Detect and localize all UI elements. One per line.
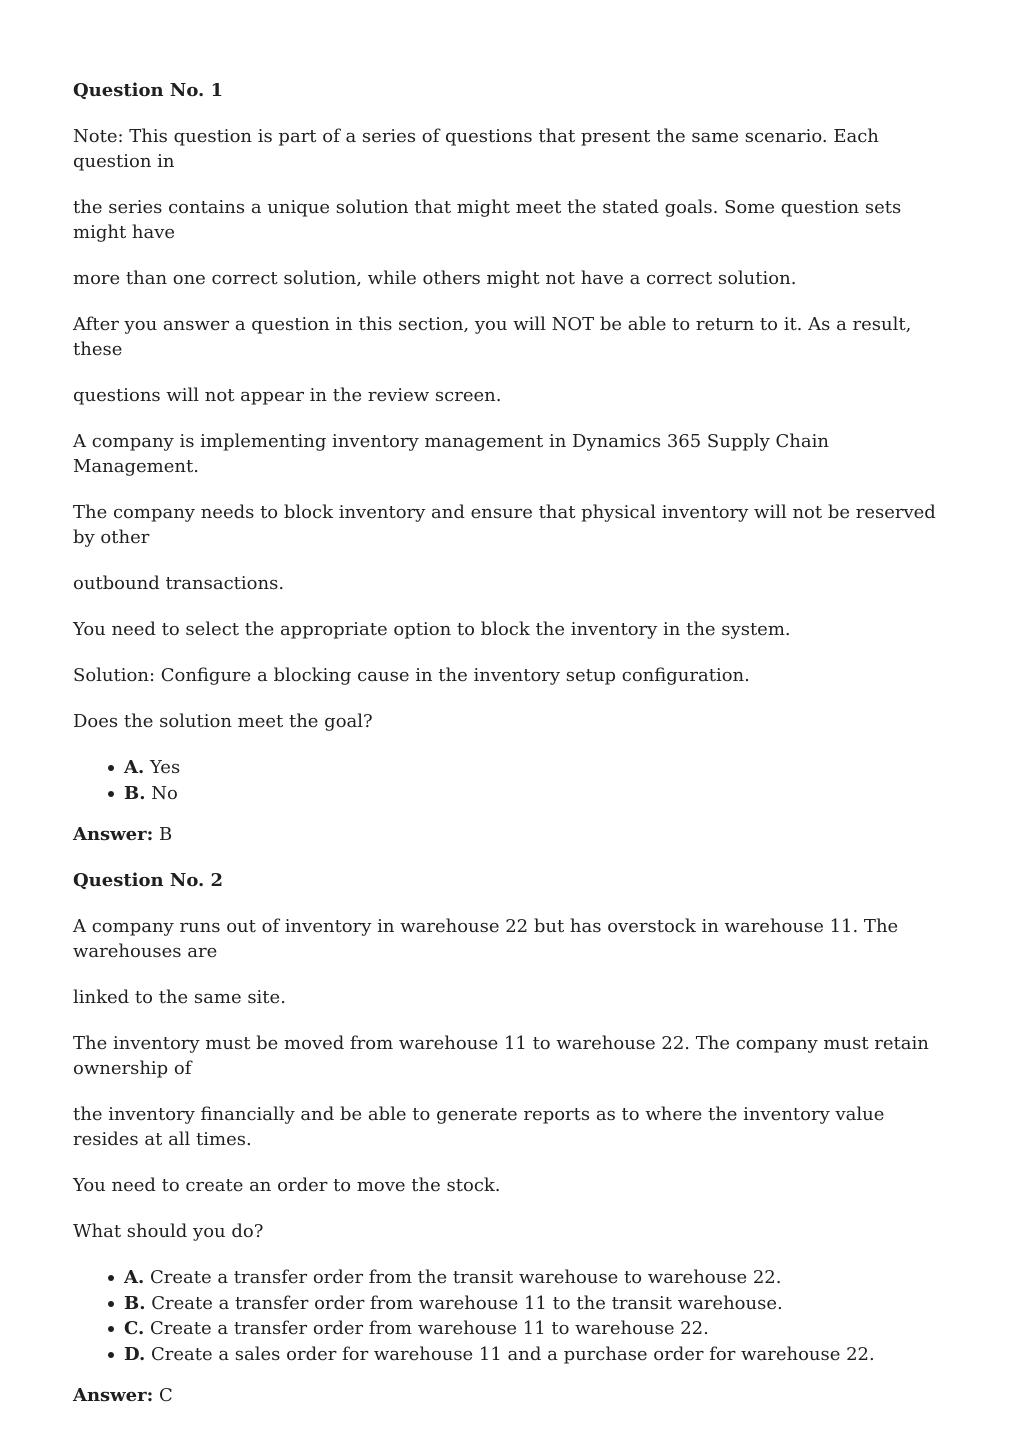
question-2 xyxy=(73,868,938,1408)
question-paragraph: outbound transactions. xyxy=(73,573,285,594)
answer-label: Answer: xyxy=(73,1385,154,1406)
option-letter: D. xyxy=(124,1343,146,1365)
question-paragraph: questions will not appear in the review screen. xyxy=(73,385,502,406)
option-text: Create a transfer order from the transit warehouse to warehouse 22. xyxy=(149,1267,782,1288)
question-paragraph: the inventory financially and be able to generate reports as to where the inventory value resides at all times. xyxy=(73,1104,885,1150)
options-list xyxy=(73,1265,938,1367)
question-paragraph: You need to select the appropriate option to block the inventory in the system. xyxy=(73,619,791,640)
question-1 xyxy=(73,78,938,847)
answer-label: Answer: xyxy=(73,824,154,845)
option-letter: B. xyxy=(124,782,146,804)
option-letter: C. xyxy=(124,1318,145,1339)
option-text: Yes xyxy=(149,757,181,778)
option-item xyxy=(124,755,938,781)
answer-value: B xyxy=(159,824,173,845)
question-paragraph: A company is implementing inventory management in Dynamics 365 Supply Chain Management. xyxy=(73,431,829,477)
question-paragraph: linked to the same site. xyxy=(73,987,286,1008)
answer-line xyxy=(73,822,938,847)
question-paragraph: The inventory must be moved from warehouse 11 to warehouse 22. The company must retain ownership of xyxy=(73,1033,929,1079)
question-paragraph: Note: This question is part of a series of questions that present the same scenario. Each question in xyxy=(73,126,879,172)
option-item xyxy=(124,1291,938,1317)
question-paragraph: Solution: Configure a blocking cause in the inventory setup configuration. xyxy=(73,665,750,686)
answer-value: C xyxy=(159,1385,173,1406)
option-text: Create a sales order for warehouse 11 and a purchase order for warehouse 22. xyxy=(150,1343,875,1365)
option-item xyxy=(124,1316,938,1342)
option-item xyxy=(124,1342,938,1368)
answer-line xyxy=(73,1383,938,1408)
option-item xyxy=(124,1265,938,1291)
option-letter: B. xyxy=(124,1292,146,1314)
question-paragraph: Does the solution meet the goal? xyxy=(73,711,373,732)
question-paragraph: After you answer a question in this section, you will NOT be able to return to it. As a result, these xyxy=(73,314,912,360)
question-title: Question No. 1 xyxy=(73,80,224,101)
question-paragraph: A company runs out of inventory in warehouse 22 but has overstock in warehouse 11. The warehouses are xyxy=(73,916,899,962)
option-text: No xyxy=(151,782,178,804)
option-text: Create a transfer order from warehouse 11 to the transit warehouse. xyxy=(151,1292,783,1314)
option-letter: A. xyxy=(124,757,145,778)
options-list xyxy=(73,755,938,806)
question-paragraph: What should you do? xyxy=(73,1221,264,1242)
question-paragraph: The company needs to block inventory and ensure that physical inventory will not be reserved by other xyxy=(73,502,936,548)
option-letter: A. xyxy=(124,1267,145,1288)
option-item xyxy=(124,781,938,807)
question-title: Question No. 2 xyxy=(73,870,224,891)
question-paragraph: the series contains a unique solution that might meet the stated goals. Some question sets might have xyxy=(73,197,902,243)
question-paragraph: You need to create an order to move the stock. xyxy=(73,1175,501,1196)
question-paragraph: more than one correct solution, while others might not have a correct solution. xyxy=(73,268,797,289)
option-text: Create a transfer order from warehouse 11 to warehouse 22. xyxy=(150,1318,709,1339)
